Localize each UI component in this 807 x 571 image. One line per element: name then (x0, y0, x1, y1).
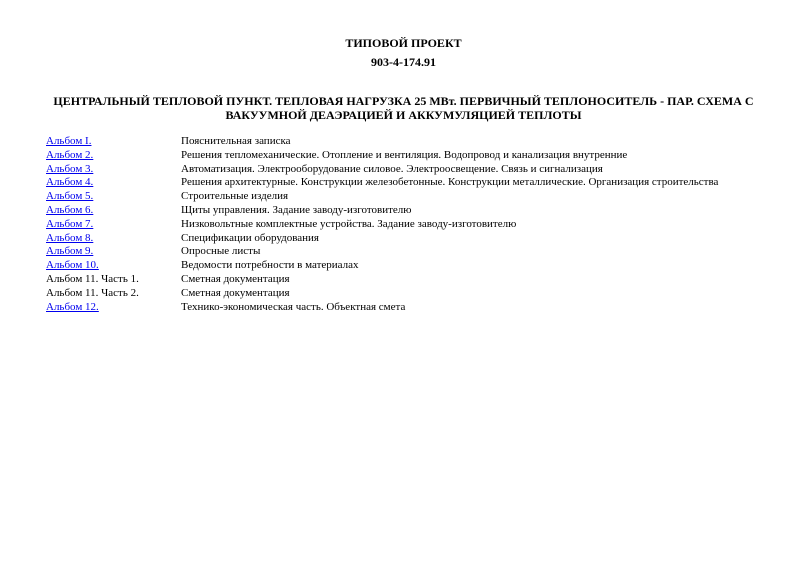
album-4-link[interactable]: Альбом 4. (46, 176, 94, 189)
album-description: Сметная документация (181, 286, 290, 299)
album-7-link[interactable]: Альбом 7. (46, 217, 94, 230)
album-row (46, 273, 776, 287)
album-row (46, 259, 776, 273)
album-12-link[interactable]: Альбом 12. (46, 300, 99, 313)
album-description: Технико-экономическая часть. Объектная смета (181, 300, 406, 313)
album-9-link[interactable]: Альбом 9. (46, 245, 94, 258)
album-row (46, 163, 776, 177)
album-description: Пояснительная записка (181, 135, 291, 147)
album-row (46, 218, 776, 232)
album-description: Автоматизация. Электрооборудование силовое. Электроосвещение. Связь и сигнализация (181, 162, 603, 175)
album-row (46, 135, 776, 149)
album-row (46, 190, 776, 204)
album-description: Спецификации оборудования (181, 231, 319, 244)
album-10-link[interactable]: Альбом 10. (46, 259, 99, 272)
album-row (46, 149, 776, 163)
album-11-part-2-label: Альбом 11. Часть 2. (46, 286, 139, 299)
album-5-link[interactable]: Альбом 5. (46, 190, 94, 203)
album-description: Решения архитектурные. Конструкции железобетонные. Конструкции металлические. Организация строительства (181, 176, 719, 189)
document-type-heading: ТИПОВОЙ ПРОЕКТ (345, 36, 462, 50)
album-description: Ведомости потребности в материалах (181, 259, 359, 272)
albums-list (46, 135, 776, 314)
album-row (46, 232, 776, 246)
album-row (46, 204, 776, 218)
album-row (46, 176, 776, 190)
album-11-part-1-label: Альбом 11. Часть 1. (46, 272, 139, 285)
album-description: Щиты управления. Задание заводу-изготовителю (181, 203, 412, 216)
album-2-link[interactable]: Альбом 2. (46, 148, 94, 161)
album-description: Опросные листы (181, 245, 261, 258)
project-title: ЦЕНТРАЛЬНЫЙ ТЕПЛОВОЙ ПУНКТ. ТЕПЛОВАЯ НАГРУЗКА 25 МВт. ПЕРВИЧНЫЙ ТЕПЛОНОСИТЕЛЬ - ПАР. СХЕМА С ВАКУУМНОЙ ДЕАЭРАЦИЕЙ И АККУМУЛЯЦИЕЙ ТЕПЛОТЫ (53, 94, 754, 122)
album-8-link[interactable]: Альбом 8. (46, 231, 94, 244)
album-row (46, 301, 776, 315)
album-description: Сметная документация (181, 272, 290, 285)
album-description: Строительные изделия (181, 190, 289, 203)
album-3-link[interactable]: Альбом 3. (46, 162, 94, 175)
album-6-link[interactable]: Альбом 6. (46, 203, 94, 216)
album-row (46, 245, 776, 259)
album-row (46, 287, 776, 301)
album-description: Низковольтные комплектные устройства. Задание заводу-изготовителю (181, 217, 517, 230)
project-code-heading: 903-4-174.91 (371, 55, 436, 69)
album-1-link[interactable]: Альбом I. (46, 135, 92, 147)
album-description: Решения тепломеханические. Отопление и вентиляция. Водопровод и канализация внутренние (181, 148, 628, 161)
